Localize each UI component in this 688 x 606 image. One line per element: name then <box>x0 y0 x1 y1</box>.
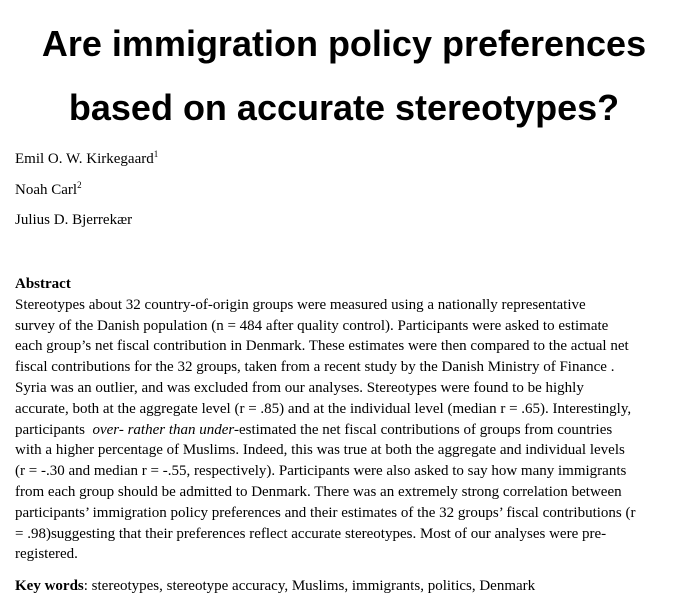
abstract-line: (r = -.30 and median r = -.55, respectively). Participants were also asked to say how many immigrants <box>15 463 627 480</box>
abstract-line: registered. <box>15 546 78 563</box>
abstract-line: Stereotypes about 32 country-of-origin groups were measured using a nationally representative <box>15 296 586 313</box>
abstract-line: accurate, both at the aggregate level (r = .85) and at the individual level (median r = .65). Interestingly, <box>15 400 632 417</box>
title-line-1: Are immigration policy preferences <box>41 23 647 64</box>
abstract-line: participants’ immigration policy preferences and their estimates of the 32 groups’ fiscal contributions (r <box>15 504 636 521</box>
author-affiliation-marker: 2 <box>77 179 82 190</box>
author-affiliation-marker: 1 <box>153 149 159 159</box>
abstract-line: with a higher percentage of Muslims. Indeed, this was true at both the aggregate and individual levels <box>15 442 625 459</box>
author-list <box>15 149 158 241</box>
keywords-text: : stereotypes, stereotype accuracy, Muslims, immigrants, politics, Denmark <box>83 578 536 594</box>
abstract-line: from each group should be admitted to Denmark. There was an extremely strong correlation between <box>15 483 622 500</box>
abstract-line: survey of the Danish population (n = 484 after quality control). Participants were asked to estimate <box>15 317 609 334</box>
abstract-text: participants <box>15 421 93 438</box>
keywords-line <box>15 576 535 596</box>
author-3 <box>15 210 158 241</box>
abstract-line-with-italic <box>15 420 675 441</box>
author-2 <box>15 180 158 211</box>
keywords-label: Key words <box>15 578 84 594</box>
paper-title <box>0 12 688 140</box>
abstract-line: Syria was an outlier, and was excluded from our analyses. Stereotypes were found to be highly <box>15 379 584 396</box>
abstract-line: each group’s net fiscal contribution in Denmark. These estimates were then compared to the actual net <box>15 338 629 355</box>
author-name: Emil O. W. Kirkegaard <box>15 151 154 167</box>
abstract-line: fiscal contributions for the 32 groups, taken from a recent study by the Danish Ministry of Finance . <box>15 359 615 376</box>
abstract-line: = .98)suggesting that their preferences reflect accurate stereotypes. Most of our analyses were pre- <box>15 525 607 542</box>
author-name: Julius D. Bjerrekær <box>15 212 133 228</box>
abstract-text: estimated the net fiscal contributions of groups from countries <box>238 421 613 438</box>
author-name: Noah Carl <box>15 181 78 198</box>
abstract-section <box>15 274 675 565</box>
abstract-italic-text: over- rather than under- <box>92 421 239 438</box>
title-line-2: based on accurate stereotypes? <box>68 87 620 128</box>
abstract-heading: Abstract <box>15 276 71 292</box>
author-1 <box>15 149 158 180</box>
